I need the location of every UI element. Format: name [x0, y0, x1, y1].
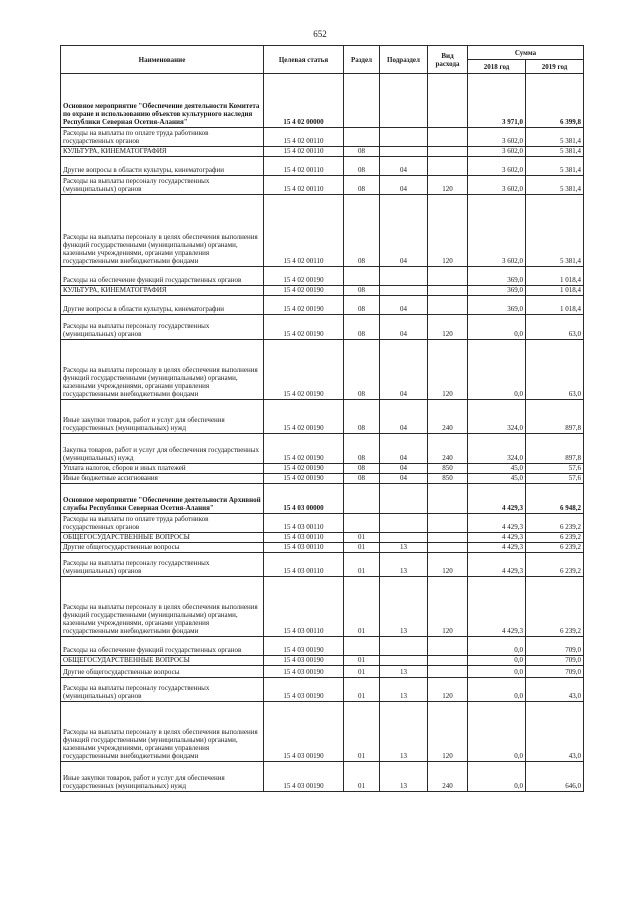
cell-subsection [380, 147, 428, 157]
table-row [61, 267, 584, 286]
cell-target: 15 4 03 00190 [264, 762, 344, 792]
cell-name: КУЛЬТУРА, КИНЕМАТОГРАФИЯ [61, 147, 264, 157]
cell-2019: 646,0 [526, 762, 584, 792]
table-row [61, 195, 584, 267]
cell-2018: 0,0 [468, 656, 526, 666]
cell-name: Расходы на обеспечение функций государственных органов [61, 637, 264, 656]
cell-name: Расходы на выплаты персоналу государственных (муниципальных) органов [61, 315, 264, 340]
cell-2018: 4 429,3 [468, 553, 526, 577]
cell-expense-type: 120 [428, 340, 468, 400]
cell-2018: 0,0 [468, 666, 526, 678]
cell-2018: 0,0 [468, 637, 526, 656]
cell-section: 01 [344, 656, 380, 666]
cell-subsection: 13 [380, 762, 428, 792]
cell-target: 15 4 03 00190 [264, 702, 344, 762]
cell-target: 15 4 03 00110 [264, 577, 344, 637]
cell-expense-type: 120 [428, 553, 468, 577]
cell-2019: 6 948,2 [526, 484, 584, 514]
cell-2018: 4 429,3 [468, 543, 526, 553]
cell-expense-type [428, 157, 468, 176]
budget-table [60, 45, 584, 792]
table-row [61, 315, 584, 340]
cell-section: 01 [344, 762, 380, 792]
cell-expense-type [428, 296, 468, 315]
cell-expense-type: 120 [428, 577, 468, 637]
cell-2018: 4 429,3 [468, 533, 526, 543]
cell-2019: 709,0 [526, 666, 584, 678]
cell-subsection: 04 [380, 315, 428, 340]
cell-expense-type: 240 [428, 434, 468, 464]
table-row [61, 340, 584, 400]
cell-name: Расходы на выплаты персоналу государственных (муниципальных) органов [61, 678, 264, 702]
table-row [61, 666, 584, 678]
cell-expense-type [428, 267, 468, 286]
cell-2018: 3 971,0 [468, 74, 526, 128]
cell-expense-type: 120 [428, 678, 468, 702]
cell-2018: 45,0 [468, 464, 526, 474]
header-expense-type: Вид расхода [428, 46, 468, 74]
cell-2018: 4 429,3 [468, 484, 526, 514]
cell-2019: 1 018,4 [526, 267, 584, 286]
cell-expense-type [428, 286, 468, 296]
table-row [61, 157, 584, 176]
cell-2018: 0,0 [468, 702, 526, 762]
header-target: Целевая статья [264, 46, 344, 74]
cell-section [344, 74, 380, 128]
cell-2019: 6 399,8 [526, 74, 584, 128]
cell-expense-type: 120 [428, 315, 468, 340]
table-row [61, 678, 584, 702]
cell-2019: 63,0 [526, 340, 584, 400]
cell-expense-type: 850 [428, 474, 468, 484]
cell-2018: 4 429,3 [468, 514, 526, 533]
cell-2019: 6 239,2 [526, 514, 584, 533]
cell-section: 01 [344, 577, 380, 637]
cell-target: 15 4 02 00190 [264, 315, 344, 340]
cell-target: 15 4 02 00110 [264, 195, 344, 267]
table-row [61, 400, 584, 434]
cell-2019: 5 381,4 [526, 128, 584, 147]
cell-section [344, 484, 380, 514]
cell-name: Основное мероприятие "Обеспечение деятельности Комитета по охране и использованию объектов культурного наследия Республики Северная Осетия-Алания" [61, 74, 264, 128]
cell-name: Расходы на выплаты персоналу государственных (муниципальных) органов [61, 553, 264, 577]
cell-name: Другие вопросы в области культуры, кинематографии [61, 296, 264, 315]
table-row [61, 147, 584, 157]
cell-section: 08 [344, 315, 380, 340]
cell-2018: 3 602,0 [468, 176, 526, 195]
cell-name: Расходы на выплаты по оплате труда работников государственных органов [61, 128, 264, 147]
table-row [61, 286, 584, 296]
cell-subsection [380, 286, 428, 296]
cell-name: Расходы на выплаты персоналу в целях обеспечения выполнения функций государственными (муниципальными) органами, казенными учреждениями, органами управления государственными внебюджетными фондами [61, 577, 264, 637]
cell-expense-type [428, 656, 468, 666]
table-row [61, 533, 584, 543]
cell-target: 15 4 02 00190 [264, 267, 344, 286]
table-row [61, 484, 584, 514]
cell-subsection: 13 [380, 553, 428, 577]
cell-subsection [380, 637, 428, 656]
cell-target: 15 4 02 00110 [264, 128, 344, 147]
cell-subsection: 04 [380, 400, 428, 434]
cell-target: 15 4 02 00110 [264, 157, 344, 176]
cell-target: 15 4 02 00190 [264, 464, 344, 474]
cell-2019: 1 018,4 [526, 286, 584, 296]
cell-2019: 5 381,4 [526, 176, 584, 195]
header-subsection: Подраздел [380, 46, 428, 74]
cell-target: 15 4 02 00190 [264, 340, 344, 400]
cell-2019: 6 239,2 [526, 543, 584, 553]
cell-expense-type: 120 [428, 702, 468, 762]
cell-2019: 5 381,4 [526, 157, 584, 176]
cell-2018: 3 602,0 [468, 157, 526, 176]
cell-target: 15 4 03 00190 [264, 666, 344, 678]
cell-target: 15 4 03 00190 [264, 637, 344, 656]
cell-section: 08 [344, 286, 380, 296]
table-row [61, 296, 584, 315]
cell-expense-type: 240 [428, 400, 468, 434]
cell-2019: 6 239,2 [526, 533, 584, 543]
cell-section: 01 [344, 533, 380, 543]
cell-2019: 6 239,2 [526, 577, 584, 637]
cell-subsection: 04 [380, 340, 428, 400]
cell-subsection [380, 656, 428, 666]
cell-subsection [380, 484, 428, 514]
cell-expense-type: 850 [428, 464, 468, 474]
cell-target: 15 4 02 00190 [264, 434, 344, 464]
cell-target: 15 4 03 00110 [264, 553, 344, 577]
cell-section [344, 267, 380, 286]
cell-name: Другие общегосударственные вопросы [61, 666, 264, 678]
cell-target: 15 4 02 00190 [264, 474, 344, 484]
cell-target: 15 4 02 00190 [264, 400, 344, 434]
cell-name: Иные бюджетные ассигнования [61, 474, 264, 484]
cell-expense-type: 120 [428, 195, 468, 267]
table-header [61, 46, 584, 74]
cell-target: 15 4 02 00000 [264, 74, 344, 128]
cell-section: 08 [344, 147, 380, 157]
cell-target: 15 4 03 00110 [264, 514, 344, 533]
table-row [61, 637, 584, 656]
cell-2018: 4 429,3 [468, 577, 526, 637]
cell-name: Основное мероприятие "Обеспечение деятельности Архивной службы Республики Северная Осетия-Алания" [61, 484, 264, 514]
cell-subsection: 13 [380, 702, 428, 762]
cell-section: 08 [344, 176, 380, 195]
table-row [61, 128, 584, 147]
cell-subsection: 13 [380, 678, 428, 702]
cell-section: 08 [344, 340, 380, 400]
cell-name: Иные закупки товаров, работ и услуг для обеспечения государственных (муниципальных) нужд [61, 400, 264, 434]
cell-name: Расходы на обеспечение функций государственных органов [61, 267, 264, 286]
cell-2018: 369,0 [468, 267, 526, 286]
cell-section: 08 [344, 157, 380, 176]
cell-name: ОБЩЕГОСУДАРСТВЕННЫЕ ВОПРОСЫ [61, 533, 264, 543]
header-section: Раздел [344, 46, 380, 74]
cell-subsection [380, 514, 428, 533]
cell-name: Расходы на выплаты персоналу в целях обеспечения выполнения функций государственными (муниципальными) органами, казенными учреждениями, органами управления государственными внебюджетными фондами [61, 702, 264, 762]
cell-expense-type [428, 533, 468, 543]
cell-name: Другие вопросы в области культуры, кинематографии [61, 157, 264, 176]
cell-2019: 57,6 [526, 474, 584, 484]
cell-name: Иные закупки товаров, работ и услуг для обеспечения государственных (муниципальных) нужд [61, 762, 264, 792]
cell-expense-type: 120 [428, 176, 468, 195]
cell-section: 08 [344, 296, 380, 315]
cell-section: 01 [344, 666, 380, 678]
cell-target: 15 4 02 00110 [264, 147, 344, 157]
cell-expense-type [428, 637, 468, 656]
cell-subsection: 13 [380, 666, 428, 678]
cell-2019: 1 018,4 [526, 296, 584, 315]
cell-section [344, 637, 380, 656]
table-row [61, 464, 584, 474]
cell-subsection: 13 [380, 577, 428, 637]
cell-subsection: 04 [380, 434, 428, 464]
cell-2018: 3 602,0 [468, 128, 526, 147]
cell-2019: 5 381,4 [526, 147, 584, 157]
cell-expense-type [428, 147, 468, 157]
table-row [61, 543, 584, 553]
cell-2018: 369,0 [468, 286, 526, 296]
cell-2019: 57,6 [526, 464, 584, 474]
cell-subsection: 04 [380, 464, 428, 474]
cell-subsection [380, 74, 428, 128]
cell-target: 15 4 03 00110 [264, 543, 344, 553]
cell-target: 15 4 02 00190 [264, 286, 344, 296]
cell-2019: 897,8 [526, 434, 584, 464]
cell-section: 01 [344, 702, 380, 762]
cell-section: 08 [344, 195, 380, 267]
cell-subsection [380, 533, 428, 543]
cell-subsection: 04 [380, 176, 428, 195]
cell-section: 08 [344, 474, 380, 484]
cell-2018: 3 602,0 [468, 147, 526, 157]
cell-section: 08 [344, 464, 380, 474]
cell-2018: 0,0 [468, 762, 526, 792]
table-row [61, 553, 584, 577]
cell-section [344, 514, 380, 533]
cell-subsection: 04 [380, 474, 428, 484]
cell-target: 15 4 02 00190 [264, 296, 344, 315]
table-row [61, 176, 584, 195]
cell-2019: 709,0 [526, 656, 584, 666]
table-row [61, 474, 584, 484]
cell-name: Расходы на выплаты персоналу в целях обеспечения выполнения функций государственными (муниципальными) органами, казенными учреждениями, органами управления государственными внебюджетными фондами [61, 195, 264, 267]
cell-2019: 5 381,4 [526, 195, 584, 267]
cell-2018: 3 602,0 [468, 195, 526, 267]
page-number: 652 [313, 29, 327, 39]
cell-section: 01 [344, 553, 380, 577]
cell-2019: 43,0 [526, 678, 584, 702]
cell-subsection [380, 267, 428, 286]
cell-2018: 45,0 [468, 474, 526, 484]
cell-section: 01 [344, 543, 380, 553]
cell-name: ОБЩЕГОСУДАРСТВЕННЫЕ ВОПРОСЫ [61, 656, 264, 666]
cell-2019: 897,8 [526, 400, 584, 434]
cell-name: КУЛЬТУРА, КИНЕМАТОГРАФИЯ [61, 286, 264, 296]
cell-target: 15 4 03 00000 [264, 484, 344, 514]
cell-subsection: 04 [380, 195, 428, 267]
cell-subsection: 13 [380, 543, 428, 553]
cell-target: 15 4 02 00110 [264, 176, 344, 195]
cell-expense-type: 240 [428, 762, 468, 792]
cell-section: 08 [344, 434, 380, 464]
cell-section: 08 [344, 400, 380, 434]
header-2019: 2019 год [526, 60, 584, 74]
cell-name: Расходы на выплаты персоналу государственных (муниципальных) органов [61, 176, 264, 195]
header-sum: Сумма [468, 46, 584, 60]
table-row [61, 577, 584, 637]
cell-target: 15 4 03 00190 [264, 678, 344, 702]
table-row [61, 434, 584, 464]
cell-name: Расходы на выплаты персоналу в целях обеспечения выполнения функций государственными (муниципальными) органами, казенными учреждениями, органами управления государственными внебюджетными фондами [61, 340, 264, 400]
cell-expense-type [428, 74, 468, 128]
cell-2019: 43,0 [526, 702, 584, 762]
cell-name: Расходы на выплаты по оплате труда работников государственных органов [61, 514, 264, 533]
cell-subsection [380, 128, 428, 147]
cell-2019: 709,0 [526, 637, 584, 656]
table-row [61, 656, 584, 666]
cell-2018: 324,0 [468, 400, 526, 434]
cell-expense-type [428, 484, 468, 514]
cell-2018: 0,0 [468, 340, 526, 400]
cell-target: 15 4 03 00110 [264, 533, 344, 543]
cell-section: 01 [344, 678, 380, 702]
cell-2018: 369,0 [468, 296, 526, 315]
table-row [61, 74, 584, 128]
cell-section [344, 128, 380, 147]
table-row [61, 514, 584, 533]
cell-2018: 0,0 [468, 315, 526, 340]
cell-expense-type [428, 128, 468, 147]
cell-2018: 324,0 [468, 434, 526, 464]
cell-name: Закупка товаров, работ и услуг для обеспечения государственных (муниципальных) нужд [61, 434, 264, 464]
cell-expense-type [428, 514, 468, 533]
table-row [61, 762, 584, 792]
cell-name: Уплата налогов, сборов и иных платежей [61, 464, 264, 474]
cell-expense-type [428, 666, 468, 678]
header-2018: 2018 год [468, 60, 526, 74]
cell-subsection: 04 [380, 296, 428, 315]
cell-target: 15 4 03 00190 [264, 656, 344, 666]
header-name: Наименование [61, 46, 264, 74]
table-body [61, 74, 584, 792]
table-row [61, 702, 584, 762]
cell-2019: 63,0 [526, 315, 584, 340]
cell-subsection: 04 [380, 157, 428, 176]
cell-name: Другие общегосударственные вопросы [61, 543, 264, 553]
cell-expense-type [428, 543, 468, 553]
cell-2018: 0,0 [468, 678, 526, 702]
cell-2019: 6 239,2 [526, 553, 584, 577]
